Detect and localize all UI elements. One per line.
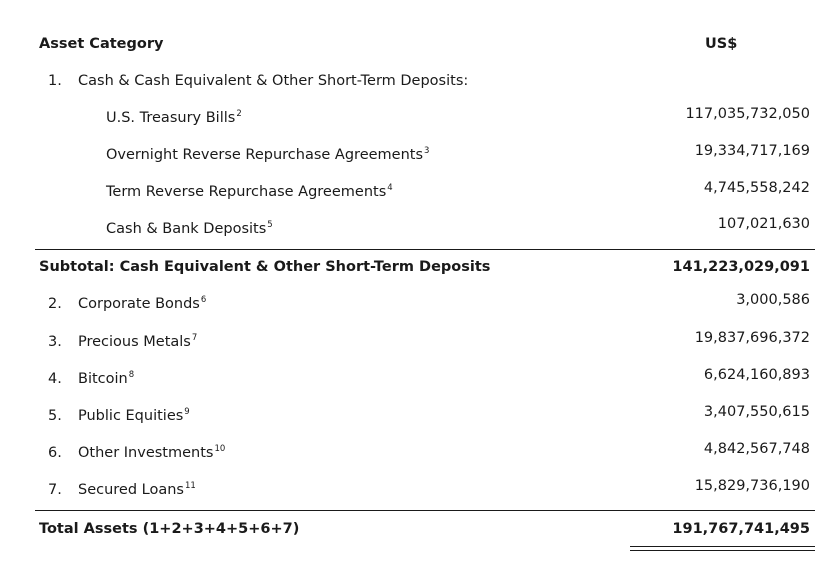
row-label: Corporate Bonds$^6$ [78, 295, 207, 312]
footnote-marker: 9 [184, 407, 190, 418]
footnote-marker: 3 [424, 146, 430, 157]
row-value: 4,745,558,242 [703, 180, 810, 196]
section-1-number: 1. [48, 73, 62, 89]
row-value: 19,837,696,372 [694, 330, 810, 346]
row-label: Secured Loans$^{11}$ [78, 481, 196, 498]
row-number: 3. [48, 334, 62, 350]
row-number: 4. [48, 371, 62, 387]
total-value: 191,767,741,495 [672, 521, 810, 537]
row-value: 15,829,736,190 [694, 478, 810, 494]
footnote-marker: 11 [185, 481, 196, 492]
total-double-underline-top [630, 546, 815, 547]
row-value: 3,407,550,615 [703, 404, 810, 420]
subtotal-value: 141,223,029,091 [672, 259, 810, 275]
footnote-marker: 4 [387, 183, 393, 194]
row-label: U.S. Treasury Bills$^2$ [106, 109, 242, 126]
row-value: 117,035,732,050 [685, 106, 810, 122]
row-value: 6,624,160,893 [703, 367, 810, 383]
section-1-label: Cash & Cash Equivalent & Other Short-Term Deposits: [78, 73, 469, 89]
row-value: 19,334,717,169 [694, 143, 810, 159]
footnote-marker: 10 [214, 444, 226, 455]
footnote-marker: 6 [200, 295, 207, 306]
footnote-marker: 5 [267, 220, 273, 231]
row-label: Public Equities$^9$ [78, 407, 190, 424]
row-number: 6. [48, 445, 62, 461]
column-header-currency: US$ [705, 36, 738, 52]
row-value: 107,021,630 [717, 216, 810, 232]
column-header-asset-category: Asset Category [39, 36, 164, 52]
row-label: Other Investments$^{10}$ [78, 444, 226, 461]
row-value: 3,000,586 [736, 292, 810, 308]
row-label: Term Reverse Repurchase Agreements$^4$ [106, 183, 393, 200]
row-number: 5. [48, 408, 62, 424]
row-number: 2. [48, 296, 62, 312]
row-number: 7. [48, 482, 62, 498]
subtotal-divider [35, 249, 815, 250]
row-label: Bitcoin$^8$ [78, 370, 135, 387]
row-label: Overnight Reverse Repurchase Agreements$^3$ [106, 146, 430, 163]
subtotal-label: Subtotal: Cash Equivalent & Other Short-Term Deposits [39, 259, 491, 275]
footnote-marker: 2 [236, 109, 242, 120]
row-label: Precious Metals$^7$ [78, 333, 198, 350]
footnote-marker: 8 [128, 370, 135, 381]
row-label: Cash & Bank Deposits$^5$ [106, 220, 273, 237]
total-double-underline-bottom [630, 550, 815, 551]
row-value: 4,842,567,748 [703, 441, 810, 457]
total-divider [35, 510, 815, 511]
footnote-marker: 7 [191, 333, 198, 344]
total-label: Total Assets (1+2+3+4+5+6+7) [39, 521, 300, 537]
